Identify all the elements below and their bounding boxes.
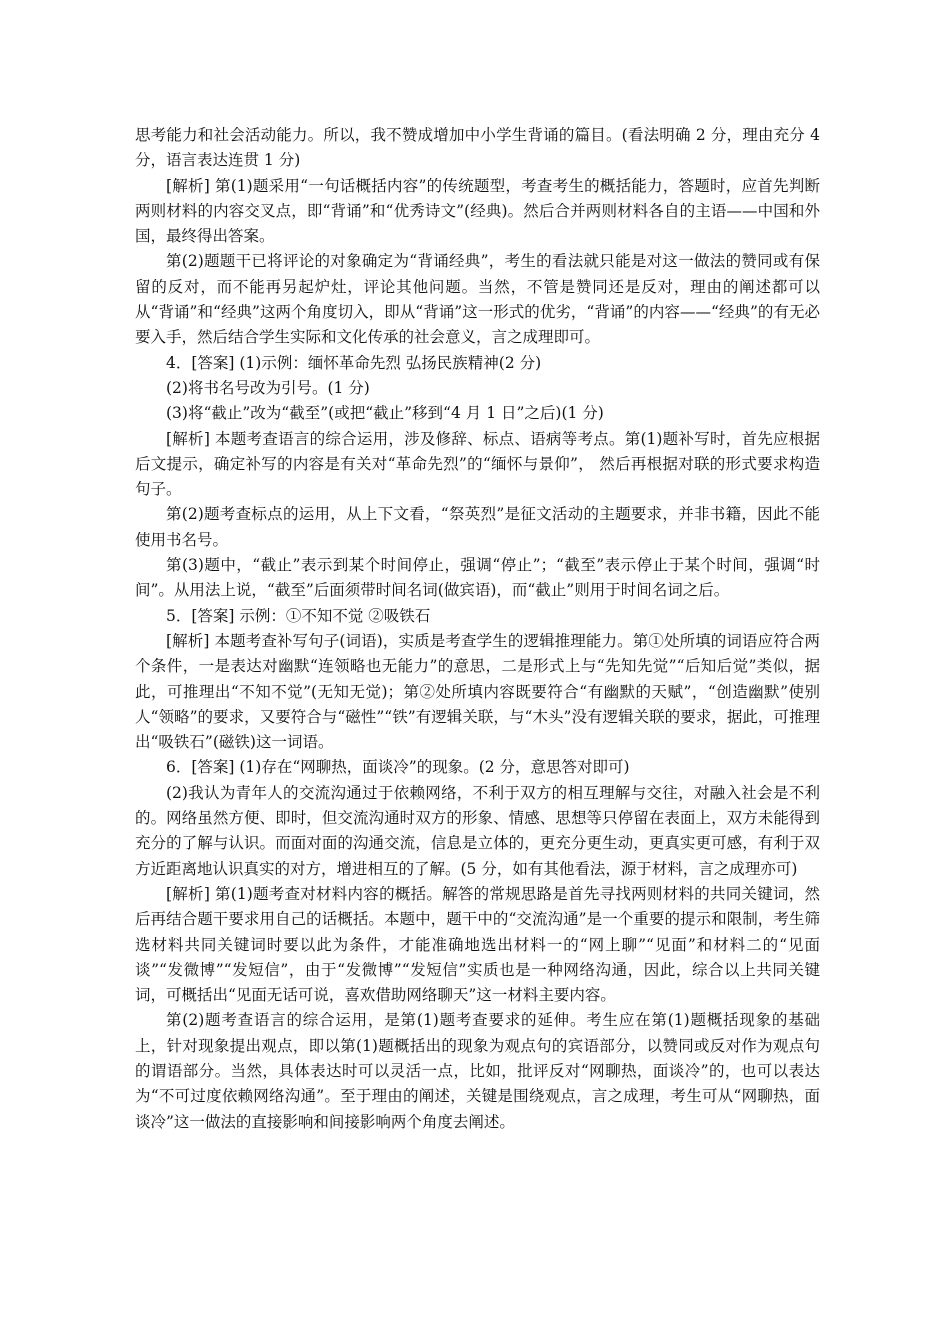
analysis-paragraph-6a: [解析] 第(1)题考查对材料内容的概括。解答的常规思路是首先寻找两则材料的共同关键词，然后再结合题干要求用自己的话概括。本题中，题干中的“交流沟通”是一个重要的提示和限制，考生筛选材料共同关键词时要以此为条件，才能准确地选出材料一的“网上聊”“见面”和材料二的“见面谈”“发微博”“发短信”，由于“发微博”“发短信”实质也是一种网络沟通，因此，综合以上共同关键词，可概括出“见面无话可说，喜欢借助网络聊天”这一材料主要内容。	[135, 884, 820, 1005]
analysis-paragraph-4b: 第(2)题考查标点的运用，从上下文看，“祭英烈”是征文活动的主题要求，并非书籍，因此不能使用书名号。	[135, 505, 820, 549]
answer-4-item-3: (3)将“截止”改为“截至”(或把“截止”移到“4 月 1 日”之后)(1 分)	[166, 404, 604, 423]
analysis-paragraph-4c: 第(3)题中，“截止”表示到某个时间停止，强调“停止”；“截至”表示停止于某个时间，强调“时间”。从用法上说，“截至”后面须带时间名词(做宾语)，而“截止”则用于时间名词之后。	[135, 556, 820, 600]
answer-4-item-2: (2)将书名号改为引号。(1 分)	[166, 378, 370, 397]
analysis-paragraph-3b: 第(2)题题干已将评论的对象确定为“背诵经典”，考生的看法就只能是对这一做法的赞同或有保留的反对，而不能再另起炉灶，评论其他问题。当然，不管是赞同还是反对，理由的阐述都可以从“背诵”和“经典”这两个角度切入，即从“背诵”这一形式的优劣，“背诵”的内容——“经典”的有无必要入手，然后结合学生实际和文化传承的社会意义，言之成理即可。	[135, 252, 820, 347]
analysis-paragraph-4a: [解析] 本题考查语言的综合运用，涉及修辞、标点、语病等考点。第(1)题补写时，首先应根据后文提示，确定补写的内容是有关对“革命先烈”的“缅怀与景仰”， 然后再根据对联的形式要求构造句子。	[135, 429, 820, 499]
analysis-paragraph-5: [解析] 本题考查补写句子(词语)，实质是考查学生的逻辑推理能力。第①处所填的词语应符合两个条件，一是表达对幽默“连领略也无能力”的意思，二是形式上与“先知先觉”“后知后觉”类似，据此，可推理出“不知不觉”(无知无觉)；第②处所填内容既要符合“有幽默的天赋”，“创造幽默”使别人“领略”的要求，又要符合与“磁性”“铁”有逻辑关联，与“木头”没有逻辑关联的要求，据此，可推理出“吸铁石”(磁铁)这一词语。	[135, 631, 820, 752]
answer-5: 5．[答案] 示例：①不知不觉 ②吸铁石	[166, 606, 431, 625]
answer-6-item-2: (2)我认为青年人的交流沟通过于依赖网络，不利于双方的相互理解与交往，对融入社会是不利的。网络虽然方便、即时，但交流沟通时双方的形象、情感、思想等只停留在表面上，双方未能得到充分的了解与认识。而面对面的沟通交流，信息是立体的，更充分更生动，更真实更可感，有利于双方近距离地认识真实的对方，增进相互的了解。(5 分，如有其他看法，源于材料，言之成理亦可)	[135, 783, 820, 878]
document-page	[135, 123, 820, 1135]
answer-6-item-1: 6．[答案] (1)存在“网聊热，面谈冷”的现象。(2 分，意思答对即可)	[166, 758, 630, 777]
analysis-paragraph-3a: [解析] 第(1)题采用“一句话概括内容”的传统题型，考查考生的概括能力，答题时，应首先判断两则材料的内容交叉点，即“背诵”和“优秀诗文”(经典)。然后合并两则材料各自的主语——中国和外国，最终得出答案。	[135, 176, 820, 246]
analysis-paragraph-6b: 第(2)题考查语言的综合运用，是第(1)题考查要求的延伸。考生应在第(1)题概括现象的基础上，针对现象提出观点，即以第(1)题概括出的现象为观点句的宾语部分，以赞同或反对作为观点句的谓语部分。当然，具体表达时可以灵活一点，比如，批评反对“网聊热，面谈冷”的，也可以表达为“不可过度依赖网络沟通”。至于理由的阐述，关键是围绕观点，言之成理，考生可从“网聊热，面谈冷”这一做法的直接影响和间接影响两个角度去阐述。	[135, 1011, 820, 1131]
paragraph-continuation: 思考能力和社会活动能力。所以，我不赞成增加中小学生背诵的篇目。(看法明确 2 分，理由充分 4 分，语言表达连贯 1 分)	[135, 126, 820, 170]
answer-4-item-1: 4．[答案] (1)示例：缅怀革命先烈 弘扬民族精神(2 分)	[166, 353, 542, 372]
